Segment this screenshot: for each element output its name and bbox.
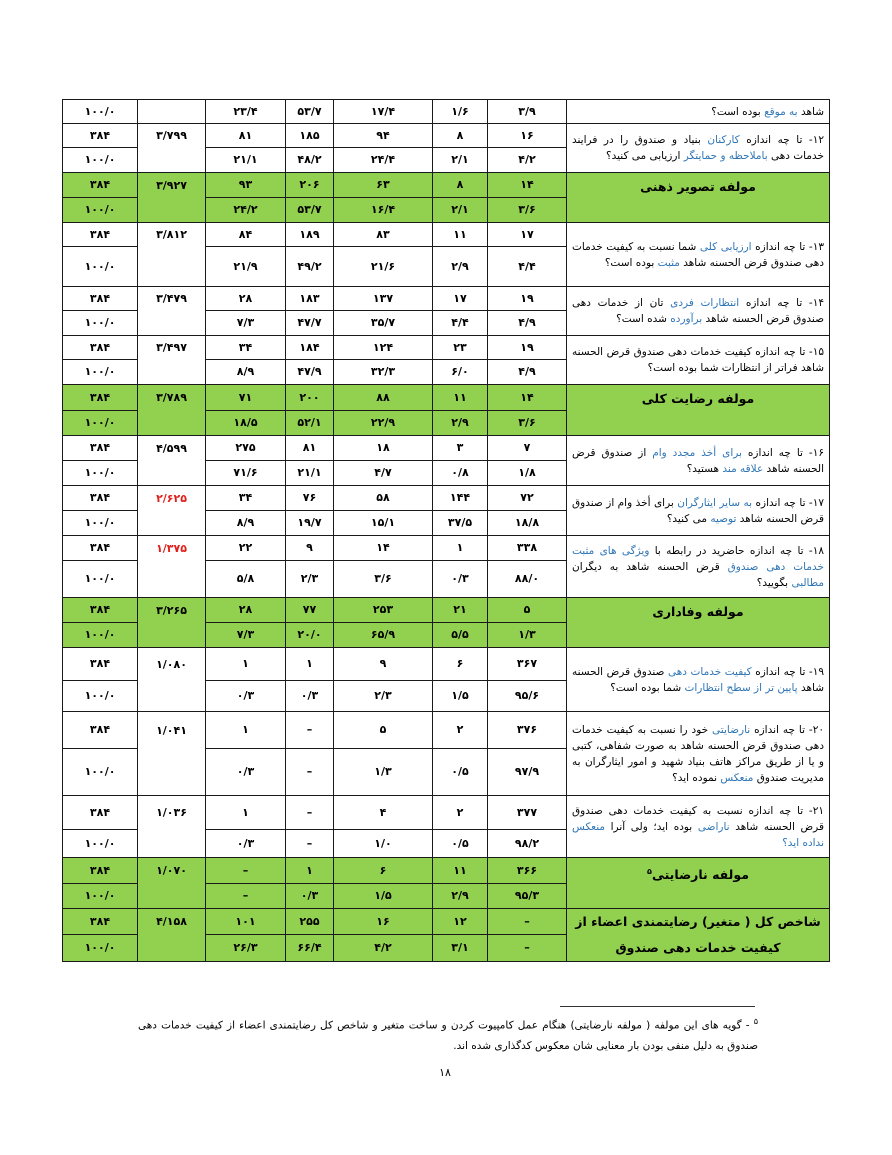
question-text: ۱۲- تا چه اندازه کارکنان بنیاد و صندوق را در فرایند خدمات دهی باملاحظه و حمایتگر ارزیابی می کنید؟ [572, 134, 824, 162]
count-cell: ۳۷۷ [488, 796, 567, 830]
count-cell: – [206, 858, 286, 884]
count-cell: ۱۹ [488, 287, 567, 311]
question-cell [567, 100, 830, 124]
component-label-cell [567, 858, 830, 909]
count-cell: ۲ [433, 796, 488, 830]
mean-score: ۴/۱۵۸ [138, 909, 206, 962]
question-cell [567, 124, 830, 173]
count-cell: ۹ [334, 648, 433, 681]
question-row [63, 796, 830, 830]
footnote-separator [560, 1006, 755, 1007]
total-count: ۳۸۴ [63, 858, 138, 884]
percent-cell: – [286, 830, 334, 858]
question-cell [567, 223, 830, 287]
count-cell: ۳۴ [206, 336, 286, 360]
mean-score: ۱/۳۷۵ [138, 536, 206, 598]
total-count: ۳۸۴ [63, 436, 138, 461]
count-cell: ۸ [433, 173, 488, 198]
footnote-marker: ۵ [753, 1017, 758, 1026]
question-row [63, 223, 830, 247]
total-count: ۳۸۴ [63, 223, 138, 247]
question-row [63, 648, 830, 681]
percent-cell: ۸/۹ [206, 511, 286, 536]
component-row [63, 385, 830, 411]
count-cell: ۶ [433, 648, 488, 681]
question-row [63, 124, 830, 148]
highlighted-phrase: برای أخذ مجدد وام [652, 446, 742, 459]
count-cell: – [286, 712, 334, 749]
mean-score: ۳/۸۱۲ [138, 223, 206, 287]
question-row [63, 536, 830, 561]
count-cell: – [488, 909, 567, 935]
count-cell: ۹۳ [206, 173, 286, 198]
percent-cell: ۱/۵ [334, 884, 433, 909]
percent-cell: ۴/۲ [488, 148, 567, 173]
percent-cell: ۳/۱ [433, 935, 488, 962]
highlighted-phrase: منعکس نداده اید؟ [572, 820, 824, 849]
component-label-cell [567, 909, 830, 962]
percent-cell: ۰/۳ [206, 830, 286, 858]
count-cell: ۱۱ [433, 858, 488, 884]
count-cell: ۱۹ [488, 336, 567, 360]
total-percent: ۱۰۰/۰ [63, 561, 138, 598]
total-count: ۳۸۴ [63, 536, 138, 561]
percent-cell: ۱/۶ [433, 100, 488, 124]
count-cell: ۱ [206, 712, 286, 749]
total-percent: ۱۰۰/۰ [63, 749, 138, 796]
question-text: ۱۳- تا چه اندازه ارزیابی کلی شما نسبت به کیفیت خدمات دهی صندوق قرض الحسنه شاهد مثبت بوده است؟ [572, 240, 824, 269]
question-cell [567, 648, 830, 712]
count-cell: ۲۲ [206, 536, 286, 561]
percent-cell: ۰/۵ [433, 830, 488, 858]
page-number: ۱۸ [439, 1066, 451, 1079]
percent-cell: ۰/۳ [286, 681, 334, 712]
percent-cell: ۲۱/۱ [206, 148, 286, 173]
percent-cell: ۲۲/۹ [334, 411, 433, 436]
question-text: ۲۰- تا چه اندازه نارضایتی خود را نسبت به کیفیت خدمات دهی صندوق قرض الحسنه شاهد به صورت شفاهی، کتبی و یا از طریق مراکز هاتف بنیاد شهید و امور ایثارگران به مدیریت صندوق منعکس نموده اید؟ [572, 723, 824, 784]
percent-cell: ۲/۹ [433, 884, 488, 909]
percent-cell: ۲/۳ [334, 681, 433, 712]
percent-cell: ۴۹/۲ [286, 247, 334, 287]
question-row [63, 436, 830, 461]
percent-cell: ۱۷/۴ [334, 100, 433, 124]
count-cell: ۱۸۴ [286, 336, 334, 360]
count-cell: ۱ [433, 536, 488, 561]
question-cell [567, 486, 830, 536]
percent-cell: ۲/۹ [433, 247, 488, 287]
count-cell: ۱۶ [334, 909, 433, 935]
question-cell [567, 712, 830, 796]
count-cell: ۱۳۷ [334, 287, 433, 311]
count-cell: ۲۰۰ [286, 385, 334, 411]
percent-cell: ۱/۰ [334, 830, 433, 858]
count-cell: ۱۷ [433, 287, 488, 311]
percent-cell: ۲/۹ [433, 411, 488, 436]
mean-score: ۱/۰۳۶ [138, 796, 206, 858]
count-cell: ۳۶۶ [488, 858, 567, 884]
count-cell: ۳۶۷ [488, 648, 567, 681]
count-cell: – [286, 796, 334, 830]
count-cell: ۶ [334, 858, 433, 884]
mean-score: ۳/۴۹۷ [138, 336, 206, 385]
highlighted-phrase: کارکنان [707, 134, 740, 146]
total-percent: ۱۰۰/۰ [63, 623, 138, 648]
mean-score: ۳/۷۹۹ [138, 124, 206, 173]
percent-cell: ۷/۳ [206, 311, 286, 336]
mean-score: ۳/۹۲۷ [138, 173, 206, 223]
component-row [63, 858, 830, 884]
count-cell: ۲۱ [433, 598, 488, 623]
count-cell: ۷۷ [286, 598, 334, 623]
total-percent: ۱۰۰/۰ [63, 884, 138, 909]
percent-cell: ۴۷/۹ [286, 360, 334, 385]
count-cell: ۱۲ [433, 909, 488, 935]
count-cell: ۸۸ [334, 385, 433, 411]
mean-score: ۴/۵۹۹ [138, 436, 206, 486]
question-cell [567, 287, 830, 336]
footnote-text: - گویه های این مولفه ( مولفه نارضایتی) هنگام عمل کامپیوت کردن و ساخت متغیر و شاخص کل رضایتمندی اعضاء از کیفیت خدمات دهی صندوق به دلیل منفی بودن بار معنایی شان معکوس کدگذاری شده اند. [138, 1019, 758, 1052]
percent-cell: ۴۷/۷ [286, 311, 334, 336]
count-cell: ۲۰۶ [286, 173, 334, 198]
percent-cell: ۵/۵ [433, 623, 488, 648]
highlighted-phrase: ویژگی های مثبت خدمات دهی صندوق [572, 544, 824, 573]
count-cell: ۱۷ [488, 223, 567, 247]
total-percent: ۱۰۰/۰ [63, 935, 138, 962]
count-cell: ۱ [206, 796, 286, 830]
total-percent: ۱۰۰/۰ [63, 681, 138, 712]
question-text: ۲۱- تا چه اندازه نسبت به کیفیت خدمات دهی صندوق قرض الحسنه شاهد ناراضی بوده اید؛ ولی آنرا منعکس نداده اید؟ [572, 804, 824, 849]
component-row [63, 909, 830, 935]
footnote-ref: ۵ [647, 867, 652, 876]
count-cell: ۱ [206, 648, 286, 681]
total-percent: ۱۰۰/۰ [63, 247, 138, 287]
percent-cell: ۷۱/۶ [206, 461, 286, 486]
count-cell: ۱۴ [334, 536, 433, 561]
component-label: مولفه تصویر ذهنی [640, 179, 756, 194]
component-row [63, 598, 830, 623]
count-cell: ۳۴ [206, 486, 286, 511]
question-cell [567, 436, 830, 486]
count-cell: ۱۱ [433, 223, 488, 247]
count-cell: ۱۸۹ [286, 223, 334, 247]
percent-cell: ۰/۳ [206, 681, 286, 712]
count-cell: ۲۸ [206, 598, 286, 623]
count-cell: ۳۳۸ [488, 536, 567, 561]
count-cell: ۱۸۳ [286, 287, 334, 311]
total-count: ۳۸۴ [63, 796, 138, 830]
percent-cell: ۴/۹ [488, 311, 567, 336]
highlighted-phrase: پایین تر از سطح انتظارات [684, 681, 798, 694]
percent-cell: ۱/۳ [488, 623, 567, 648]
count-cell: ۲۵۳ [334, 598, 433, 623]
footnote [138, 1012, 758, 1056]
mean-score: ۱/۰۸۰ [138, 648, 206, 712]
highlighted-phrase: به سایر ایثارگران [677, 496, 753, 509]
total-count: ۳۸۴ [63, 124, 138, 148]
count-cell: ۱ [286, 858, 334, 884]
question-row [63, 287, 830, 311]
highlighted-phrase: به موقع [764, 105, 798, 118]
percent-cell: ۳/۶ [488, 198, 567, 223]
highlighted-phrase: توصیه [710, 512, 737, 525]
total-count: ۳۸۴ [63, 712, 138, 749]
percent-cell: ۳۲/۳ [334, 360, 433, 385]
total-count: ۳۸۴ [63, 385, 138, 411]
percent-cell: ۹۷/۹ [488, 749, 567, 796]
total-count: ۳۸۴ [63, 336, 138, 360]
mean-score: ۱/۰۴۱ [138, 712, 206, 796]
question-text: ۱۹- تا چه اندازه کیفیت خدمات دهی صندوق قرض الحسنه شاهد پایین تر از سطح انتظارات شما بوده است؟ [572, 665, 824, 694]
count-cell: ۱۴ [488, 385, 567, 411]
count-cell: ۵۸ [334, 486, 433, 511]
percent-cell: ۲/۳ [286, 561, 334, 598]
percent-cell: ۱۸/۵ [206, 411, 286, 436]
percent-cell: ۱/۸ [488, 461, 567, 486]
percent-cell: ۸۸/۰ [488, 561, 567, 598]
count-cell: ۸۳ [334, 223, 433, 247]
count-cell: ۱۴ [488, 173, 567, 198]
total-count: ۳۸۴ [63, 486, 138, 511]
total-count: ۳۸۴ [63, 648, 138, 681]
question-text: ۱۶- تا چه اندازه برای أخذ مجدد وام از صندوق قرض الحسنه شاهد علاقه مند هستید؟ [572, 446, 824, 475]
total-percent: ۱۰۰/۰ [63, 311, 138, 336]
mean-score: ۳/۲۶۵ [138, 598, 206, 648]
highlighted-phrase: برآورده [670, 313, 703, 325]
percent-cell: – [286, 749, 334, 796]
highlighted-phrase: منعکس [720, 771, 754, 784]
highlighted-phrase: ارزیابی کلی [699, 240, 752, 253]
total-percent: ۱۰۰/۰ [63, 100, 138, 124]
count-cell: ۱۸ [334, 436, 433, 461]
question-text: ۱۸- تا چه اندازه حاضرید در رابطه با ویژگی های مثبت خدمات دهی صندوق قرض الحسنه شاهد به دیگران مطالبی بگویید؟ [572, 544, 824, 589]
highlighted-phrase: علاقه مند [722, 462, 764, 475]
total-percent: ۱۰۰/۰ [63, 830, 138, 858]
component-label-cell [567, 385, 830, 436]
percent-cell: ۲۱/۶ [334, 247, 433, 287]
highlighted-phrase: باملاحظه و حمایتگر [683, 150, 768, 162]
highlighted-phrase: انتظارات فردی [670, 297, 740, 309]
survey-results-table [62, 99, 830, 962]
percent-cell: ۲/۱ [433, 198, 488, 223]
count-cell: ۲۳ [433, 336, 488, 360]
percent-cell: ۱/۳ [334, 749, 433, 796]
percent-cell: ۲۴/۲ [206, 198, 286, 223]
percent-cell: ۰/۳ [433, 561, 488, 598]
percent-cell: ۲۳/۴ [206, 100, 286, 124]
percent-cell: ۳/۶ [334, 561, 433, 598]
percent-cell: ۱۸/۸ [488, 511, 567, 536]
component-label: مولفه وفاداری [652, 604, 744, 619]
percent-cell: – [488, 935, 567, 962]
count-cell: ۸۴ [206, 223, 286, 247]
count-cell: ۱۰۱ [206, 909, 286, 935]
mean-score: ۳/۴۷۹ [138, 287, 206, 336]
percent-cell: ۵۳/۷ [286, 100, 334, 124]
count-cell: ۳ [433, 436, 488, 461]
count-cell: ۵ [334, 712, 433, 749]
highlighted-phrase: مثبت [657, 256, 680, 269]
component-label-cell [567, 173, 830, 223]
percent-cell: ۶/۰ [433, 360, 488, 385]
count-cell: ۷۲ [488, 486, 567, 511]
percent-cell: ۰/۵ [433, 749, 488, 796]
count-cell: ۲۷۵ [206, 436, 286, 461]
percent-cell: ۱/۵ [433, 681, 488, 712]
count-cell: ۱۱ [433, 385, 488, 411]
question-cell [567, 536, 830, 598]
percent-cell: ۸/۹ [206, 360, 286, 385]
component-label: شاخص کل ( متغیر) رضایتمندی اعضاء از کیفیت خدمات دهی صندوق [575, 914, 821, 955]
count-cell: ۱ [286, 648, 334, 681]
count-cell: ۲۵۵ [286, 909, 334, 935]
percent-cell: ۲۱/۱ [286, 461, 334, 486]
percent-cell: ۹۸/۲ [488, 830, 567, 858]
highlighted-phrase: نارضایتی [712, 723, 751, 736]
highlighted-phrase: مطالبی [791, 576, 824, 589]
percent-cell: ۶۶/۴ [286, 935, 334, 962]
percent-cell: ۲۱/۹ [206, 247, 286, 287]
percent-cell: ۴/۹ [488, 360, 567, 385]
highlighted-phrase: ناراضی [697, 820, 730, 833]
count-cell: ۴ [334, 796, 433, 830]
total-count: ۳۸۴ [63, 287, 138, 311]
component-label: مولفه رضایت کلی [641, 391, 755, 406]
percent-cell: ۹۵/۳ [488, 884, 567, 909]
total-count: ۳۸۴ [63, 598, 138, 623]
question-cell [567, 336, 830, 385]
percent-cell: ۲۴/۴ [334, 148, 433, 173]
mean-score: ۲/۶۲۵ [138, 486, 206, 536]
percent-cell: ۴۸/۲ [286, 148, 334, 173]
percent-cell: – [206, 884, 286, 909]
percent-cell: ۳۷/۵ [433, 511, 488, 536]
count-cell: ۷۶ [286, 486, 334, 511]
percent-cell: ۳/۶ [488, 411, 567, 436]
percent-cell: ۷/۳ [206, 623, 286, 648]
percent-cell: ۳/۹ [488, 100, 567, 124]
percent-cell: ۳۵/۷ [334, 311, 433, 336]
percent-cell: ۲/۱ [433, 148, 488, 173]
percent-cell: ۰/۸ [433, 461, 488, 486]
question-row [63, 336, 830, 360]
count-cell: ۱۸۵ [286, 124, 334, 148]
total-percent: ۱۰۰/۰ [63, 461, 138, 486]
count-cell: ۷ [488, 436, 567, 461]
percent-cell: ۱۵/۱ [334, 511, 433, 536]
percent-cell: ۵/۸ [206, 561, 286, 598]
percent-cell: ۱۶/۴ [334, 198, 433, 223]
percent-cell: ۵۲/۱ [286, 411, 334, 436]
percent-cell: ۴/۴ [488, 247, 567, 287]
count-cell: ۱۴۴ [433, 486, 488, 511]
percent-cell: ۶۵/۹ [334, 623, 433, 648]
total-count: ۳۸۴ [63, 909, 138, 935]
percent-cell: ۲۶/۳ [206, 935, 286, 962]
count-cell: ۸ [433, 124, 488, 148]
question-cell [567, 796, 830, 858]
mean-cell-empty [138, 100, 206, 124]
question-text: ۱۵- تا چه اندازه کیفیت خدمات دهی صندوق قرض الحسنه شاهد فراتر از انتظارات شما بوده است؟ [572, 346, 824, 374]
question-text: ۱۷- تا چه اندازه به سایر ایثارگران برای أخذ وام از صندوق قرض الحسنه شاهد توصیه می کنید؟ [572, 496, 824, 525]
mean-score: ۳/۷۸۹ [138, 385, 206, 436]
percent-cell: ۲۰/۰ [286, 623, 334, 648]
total-percent: ۱۰۰/۰ [63, 148, 138, 173]
question-text: ۱۴- تا چه اندازه انتظارات فردی تان از خدمات دهی صندوق قرض الحسنه شاهد برآورده شده است؟ [572, 297, 824, 325]
component-label-cell [567, 598, 830, 648]
count-cell: ۹۴ [334, 124, 433, 148]
count-cell: ۸۱ [206, 124, 286, 148]
percent-cell: ۱۹/۷ [286, 511, 334, 536]
percent-cell: ۹۵/۶ [488, 681, 567, 712]
mean-score: ۱/۰۷۰ [138, 858, 206, 909]
question-row [63, 486, 830, 511]
percent-cell: ۴/۲ [334, 935, 433, 962]
percent-cell: ۰/۳ [206, 749, 286, 796]
total-percent: ۱۰۰/۰ [63, 511, 138, 536]
percent-cell: ۰/۳ [286, 884, 334, 909]
component-row [63, 173, 830, 198]
component-label: مولفه نارضایتی [651, 867, 749, 883]
percent-cell: ۵۳/۷ [286, 198, 334, 223]
count-cell: ۲ [433, 712, 488, 749]
table-row-continued [63, 100, 830, 124]
count-cell: ۶۳ [334, 173, 433, 198]
percent-cell: ۴/۷ [334, 461, 433, 486]
count-cell: ۲۸ [206, 287, 286, 311]
count-cell: ۹ [286, 536, 334, 561]
highlighted-phrase: کیفیت خدمات دهی [667, 665, 752, 678]
question-text: شاهد به موقع بوده است؟ [711, 105, 824, 118]
total-percent: ۱۰۰/۰ [63, 198, 138, 223]
count-cell: ۷۱ [206, 385, 286, 411]
count-cell: ۱۶ [488, 124, 567, 148]
count-cell: ۱۲۴ [334, 336, 433, 360]
percent-cell: ۴/۴ [433, 311, 488, 336]
question-row [63, 712, 830, 749]
total-count: ۳۸۴ [63, 173, 138, 198]
total-percent: ۱۰۰/۰ [63, 411, 138, 436]
total-percent: ۱۰۰/۰ [63, 360, 138, 385]
count-cell: ۸۱ [286, 436, 334, 461]
count-cell: ۳۷۶ [488, 712, 567, 749]
count-cell: ۵ [488, 598, 567, 623]
